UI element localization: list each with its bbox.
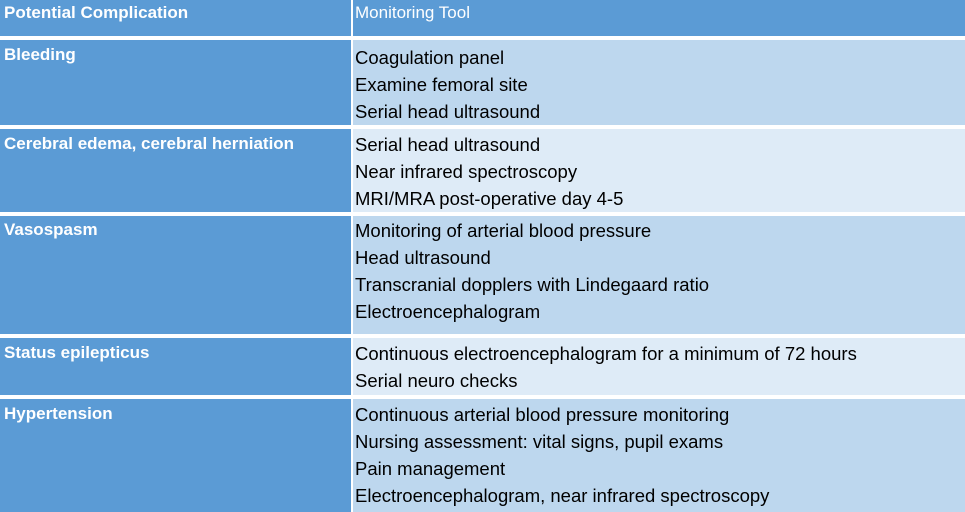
tools-cell [353,399,965,512]
tool-item: Transcranial dopplers with Lindegaard ratio [355,274,710,295]
tool-item: MRI/MRA post-operative day 4-5 [355,188,624,209]
tool-item: Continuous electroencephalogram for a minimum of 72 hours [355,343,857,364]
table-row [0,399,965,512]
table-row [0,338,965,397]
tool-item: Examine femoral site [355,74,528,95]
tool-item: Electroencephalogram, near infrared spectroscopy [355,485,770,506]
tool-item: Serial head ultrasound [355,101,541,122]
table-row [0,129,965,214]
header-complication: Potential Complication [0,0,353,36]
tool-item: Coagulation panel [355,47,505,68]
tools-cell [353,216,965,334]
table-row [0,216,965,336]
tool-item: Serial head ultrasound [355,134,541,155]
tools-cell [353,40,965,125]
complication-cell: Vasospasm [0,216,353,334]
table-row [0,40,965,127]
table-header-row [0,0,965,38]
tool-item: Serial neuro checks [355,370,518,391]
tool-item: Near infrared spectroscopy [355,161,578,182]
complication-cell: Hypertension [0,399,353,512]
tools-cell [353,129,965,212]
tool-item: Pain management [355,458,506,479]
tool-item: Electroencephalogram [355,301,541,322]
complication-cell: Bleeding [0,40,353,125]
complication-cell: Status epilepticus [0,338,353,395]
tool-item: Nursing assessment: vital signs, pupil exams [355,431,724,452]
header-monitoring-tool: Monitoring Tool [355,3,470,22]
tool-item: Continuous arterial blood pressure monitoring [355,404,730,425]
complication-cell: Cerebral edema, cerebral herniation [0,129,353,212]
tool-item: Monitoring of arterial blood pressure [355,220,652,241]
tools-cell [353,338,965,395]
tool-item: Head ultrasound [355,247,491,268]
